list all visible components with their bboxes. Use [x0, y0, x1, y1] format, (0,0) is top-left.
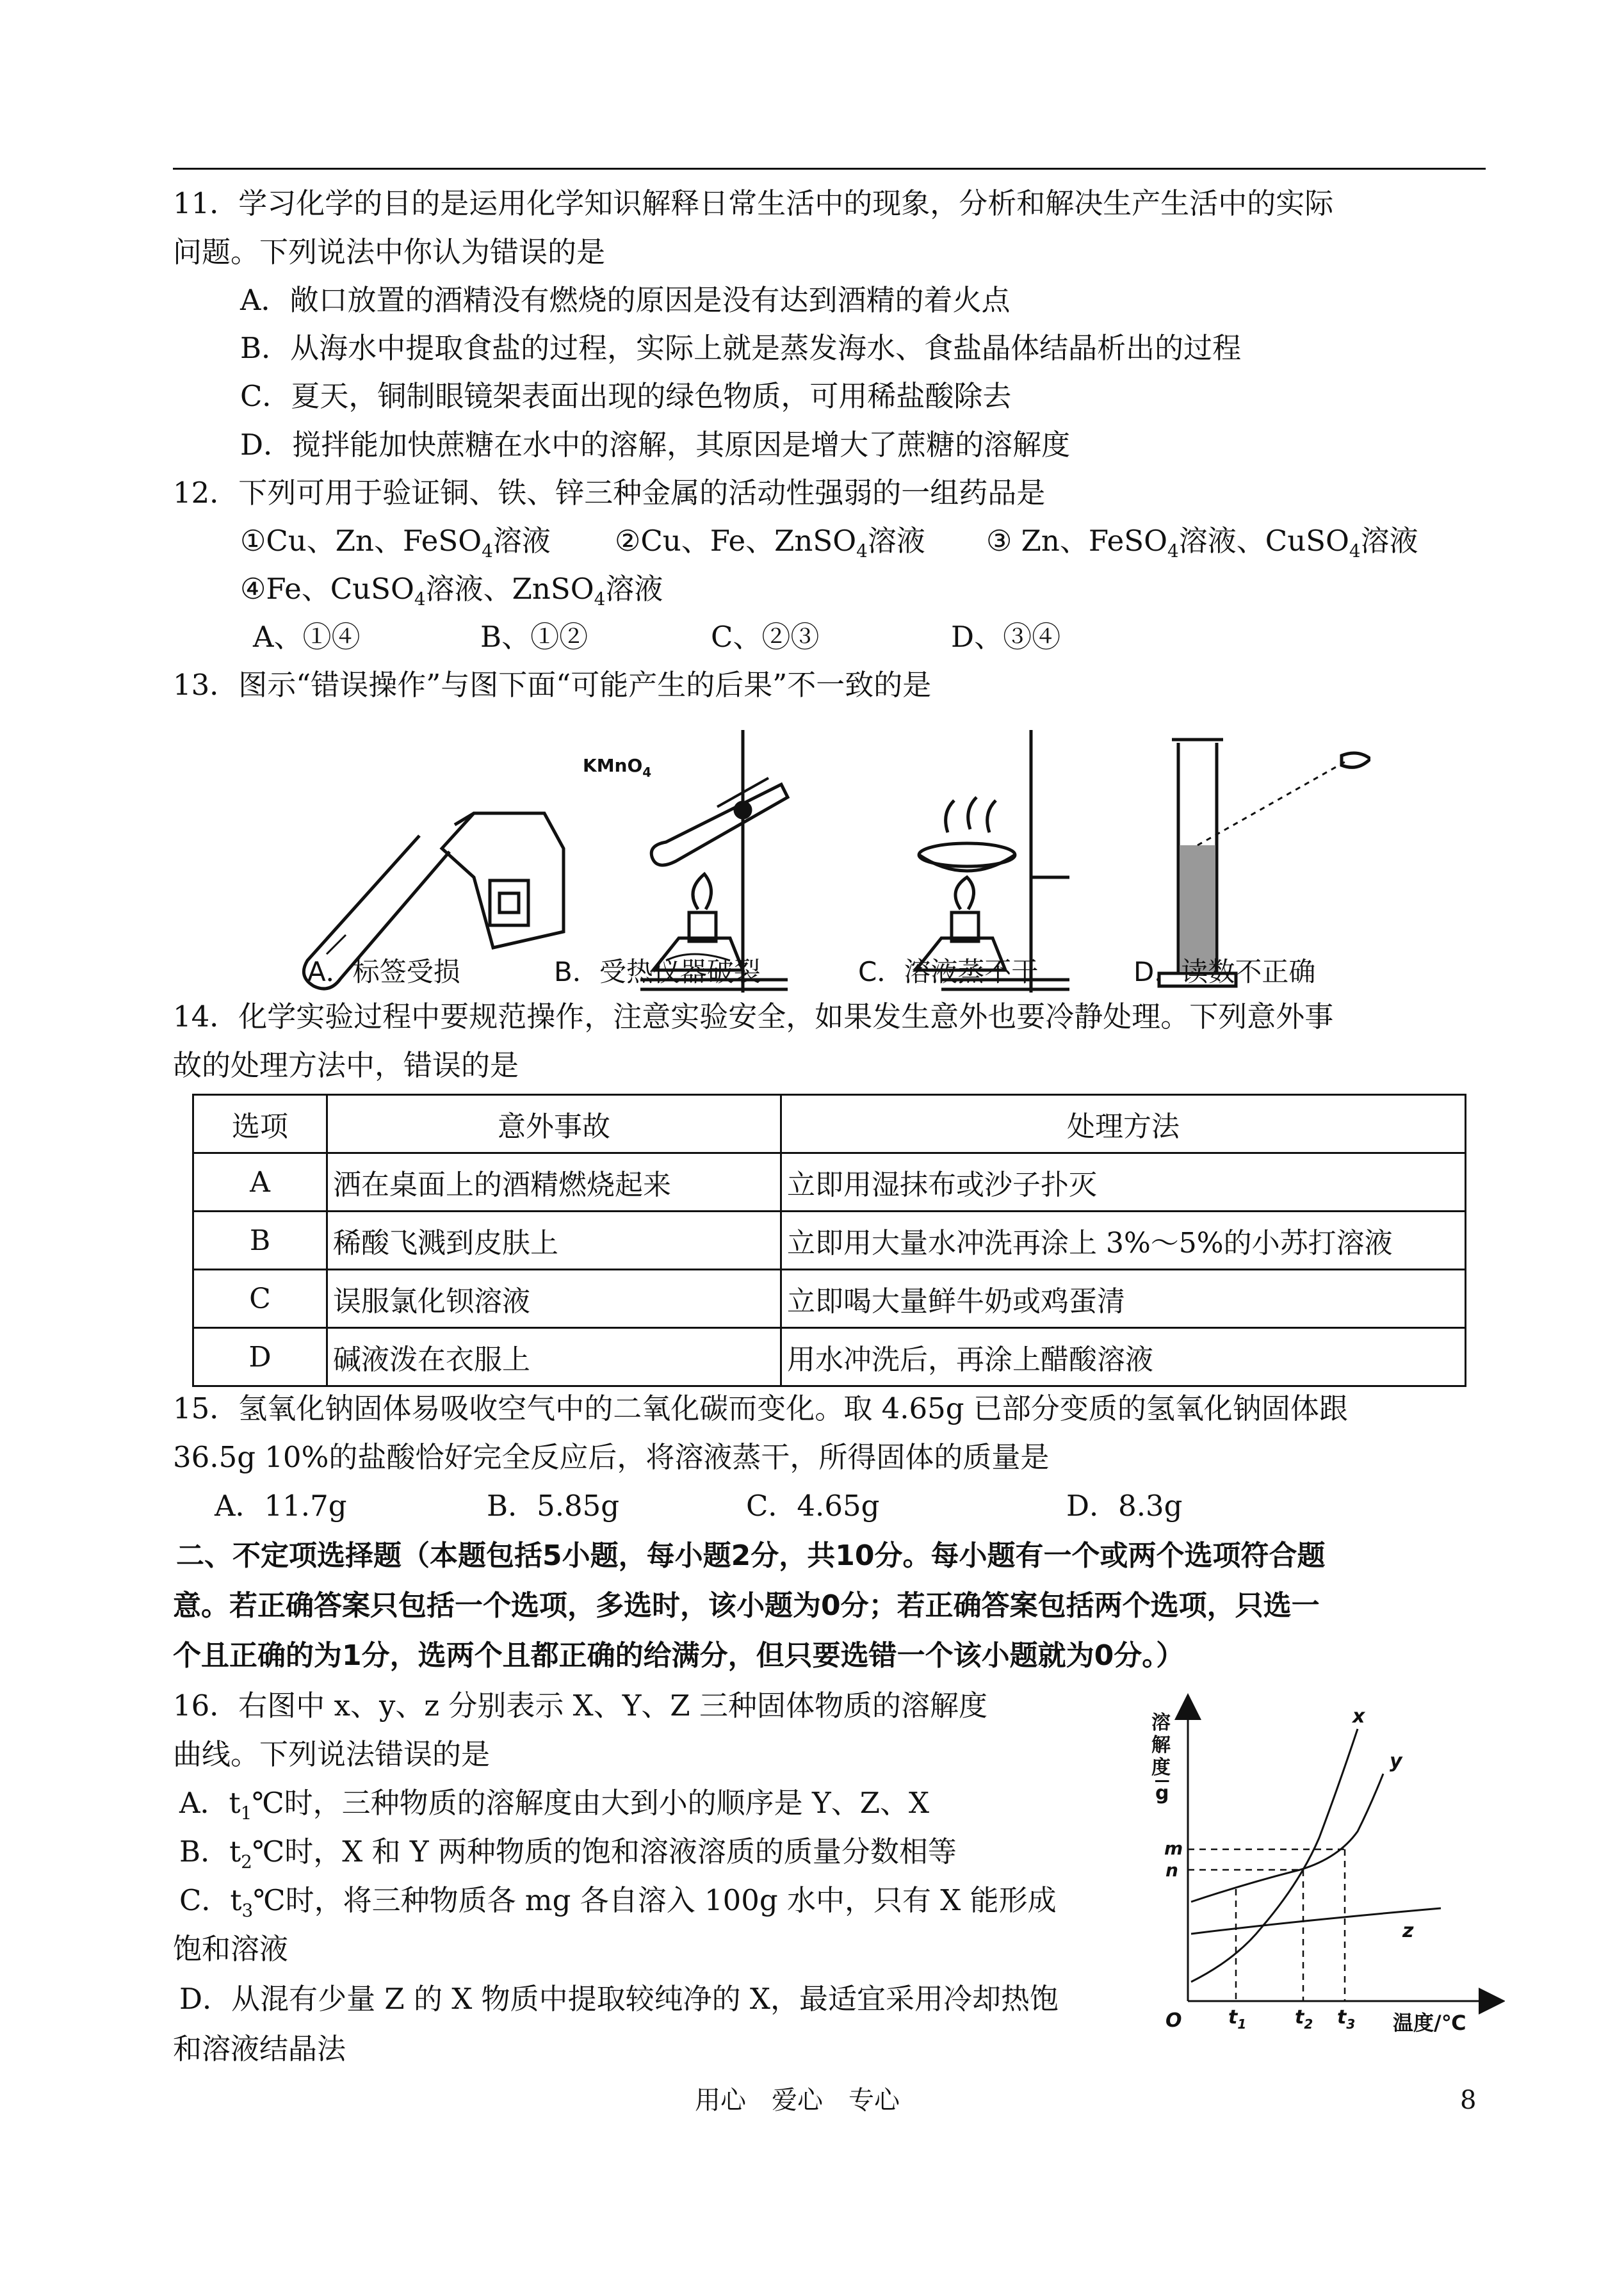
t3-label: $t_3$ — [1337, 2006, 1356, 2032]
q16-option-c-cont: 饱和溶液 — [173, 1932, 289, 1966]
x-axis-label: 温度/℃ — [1393, 2011, 1466, 2035]
q16-option-a: A．$t_1℃$时，三种物质的溶解度由大到小的顺序是 Y、Z、X — [179, 1786, 929, 1824]
table-cell: 稀酸飞溅到皮肤上 — [327, 1212, 781, 1270]
header-rule — [173, 168, 1486, 170]
q15-stem-line1: 15．氢氧化钠固体易吸收空气中的二氧化碳而变化。取 4.65g 已部分变质的氢氧化钠固体跟 — [173, 1391, 1348, 1425]
curve-x-label: x — [1352, 1705, 1365, 1728]
q16-option-b: B．$t_2℃$时，X 和 Y 两种物质的饱和溶液溶质的质量分数相等 — [179, 1835, 957, 1872]
table-cell: 立即喝大量鲜牛奶或鸡蛋清 — [781, 1270, 1466, 1328]
table-cell: 碱液泼在衣服上 — [327, 1328, 781, 1386]
q14-table — [192, 1094, 1466, 1387]
q12-item-1: ①Cu、Zn、FeSO$_4$溶液 — [240, 524, 551, 562]
table-cell: 立即用湿抹布或沙子扑灭 — [781, 1153, 1466, 1212]
table-cell: 用水冲洗后，再涂上醋酸溶液 — [781, 1328, 1466, 1386]
q13-caption-b: B．受热仪器破裂 — [554, 956, 761, 987]
q15-option-d: D．8.3g — [1066, 1489, 1183, 1523]
table-cell: A — [193, 1153, 327, 1212]
curve-y-label: y — [1390, 1750, 1402, 1772]
table-header-cell: 意外事故 — [327, 1095, 781, 1153]
table-row — [193, 1212, 1466, 1270]
y-axis-label-char: 度 — [1151, 1756, 1171, 1779]
q15-stem-line2: 36.5g 10%的盐酸恰好完全反应后，将溶液蒸干，所得固体的质量是 — [173, 1440, 1050, 1474]
q14-stem-line2: 故的处理方法中，错误的是 — [173, 1048, 519, 1082]
q15-option-c: C．4.65g — [746, 1489, 880, 1523]
q12-stem: 12．下列可用于验证铜、铁、锌三种金属的活动性强弱的一组药品是 — [173, 476, 1046, 510]
table-header-row — [193, 1095, 1466, 1153]
q13-caption-c: C．溶液蒸不干 — [858, 956, 1039, 987]
q12-item-2: ②Cu、Fe、ZnSO$_4$溶液 — [615, 524, 925, 562]
q14-stem-line1: 14．化学实验过程中要规范操作，注意实验安全，如果发生意外也要冷静处理。下列意外事 — [173, 1000, 1334, 1034]
q13-caption-a: A．标签受损 — [307, 956, 460, 987]
table-cell: B — [193, 1212, 327, 1270]
table-row — [193, 1153, 1466, 1212]
table-row — [193, 1328, 1466, 1386]
y-axis-label-char: 溶 — [1151, 1712, 1171, 1734]
y-axis-unit: g — [1155, 1782, 1169, 1804]
section2-instructions-line1: 二、不定项选择题（本题包括5小题，每小题2分，共10分。每小题有一个或两个选项符合题 — [176, 1539, 1326, 1572]
table-cell: 误服氯化钡溶液 — [327, 1270, 781, 1328]
q11-option-d: D．搅拌能加快蔗糖在水中的溶解，其原因是增大了蔗糖的溶解度 — [240, 428, 1071, 462]
solubility-graph — [1146, 1691, 1505, 2049]
t1-label: $t_1$ — [1228, 2006, 1247, 2032]
q11-stem-line2: 问题。下列说法中你认为错误的是 — [173, 235, 606, 269]
q11-option-a: A．敞口放置的酒精没有燃烧的原因是没有达到酒精的着火点 — [240, 283, 1011, 317]
table-header-cell: 处理方法 — [781, 1095, 1466, 1153]
n-label: n — [1165, 1860, 1178, 1881]
y-axis-label-char: 解 — [1151, 1734, 1171, 1756]
q13-stem: 13．图示“错误操作”与图下面“可能产生的后果”不一致的是 — [173, 668, 932, 702]
q12-option-d: D、③④ — [951, 620, 1061, 654]
q16-option-c: C．$t_3℃$时，将三种物质各 mg 各自溶入 100g 水中，只有 X 能形成 — [179, 1883, 1057, 1921]
table-row — [193, 1270, 1466, 1328]
m-label: m — [1164, 1838, 1183, 1859]
footer-motto: 用心 爱心 专心 — [695, 2086, 900, 2115]
graduated-cylinder-illustration — [1159, 740, 1370, 986]
q12-item-3: ③ Zn、FeSO$_4$溶液、CuSO$_4$溶液 — [986, 524, 1418, 562]
table-cell: 立即用大量水冲洗再涂上 3%～5%的小苏打溶液 — [781, 1212, 1466, 1270]
q11-option-c: C．夏天，铜制眼镜架表面出现的绿色物质，可用稀盐酸除去 — [240, 379, 1012, 413]
origin-label: O — [1165, 2009, 1182, 2032]
q12-option-b: B、①② — [480, 620, 589, 654]
q16-stem-line2: 曲线。下列说法错误的是 — [173, 1737, 491, 1771]
table-cell: D — [193, 1328, 327, 1386]
q13-caption-d: D．读数不正确 — [1133, 956, 1316, 987]
q11-option-b: B．从海水中提取食盐的过程，实际上就是蒸发海水、食盐晶体结晶析出的过程 — [240, 331, 1242, 365]
q11-stem-line1: 11．学习化学的目的是运用化学知识解释日常生活中的现象，分析和解决生产生活中的实际 — [173, 186, 1334, 220]
q15-option-a: A．11.7g — [215, 1489, 347, 1523]
curve-y — [1191, 1774, 1383, 1902]
q16-stem-line1: 16．右图中 x、y、z 分别表示 X、Y、Z 三种固体物质的溶解度 — [173, 1689, 987, 1723]
table-header-cell: 选项 — [193, 1095, 327, 1153]
q16-option-d: D．从混有少量 Z 的 X 物质中提取较纯净的 X，最适宜采用冷却热饱 — [179, 1982, 1059, 2016]
section2-instructions-line2: 意。若正确答案只包括一个选项，多选时，该小题为0分；若正确答案包括两个选项，只选一 — [173, 1589, 1320, 1622]
table-cell: C — [193, 1270, 327, 1328]
q16-option-d-cont: 和溶液结晶法 — [173, 2032, 346, 2066]
table-cell: 洒在桌面上的酒精燃烧起来 — [327, 1153, 781, 1212]
section2-instructions-line3: 个且正确的为1分，选两个且都正确的给满分，但只要选错一个该小题就为0分。） — [173, 1639, 1185, 1672]
q12-option-a: A、①④ — [253, 620, 361, 654]
q12-item-4: ④Fe、CuSO$_4$溶液、ZnSO$_4$溶液 — [240, 572, 663, 610]
curve-z-label: z — [1402, 1920, 1414, 1942]
q15-option-b: B．5.85g — [487, 1489, 620, 1523]
kmno4-label: KMnO$_4$ — [583, 755, 652, 780]
page-number: 8 — [1460, 2086, 1477, 2115]
q12-option-c: C、②③ — [711, 620, 820, 654]
t2-label: $t_2$ — [1295, 2006, 1313, 2032]
